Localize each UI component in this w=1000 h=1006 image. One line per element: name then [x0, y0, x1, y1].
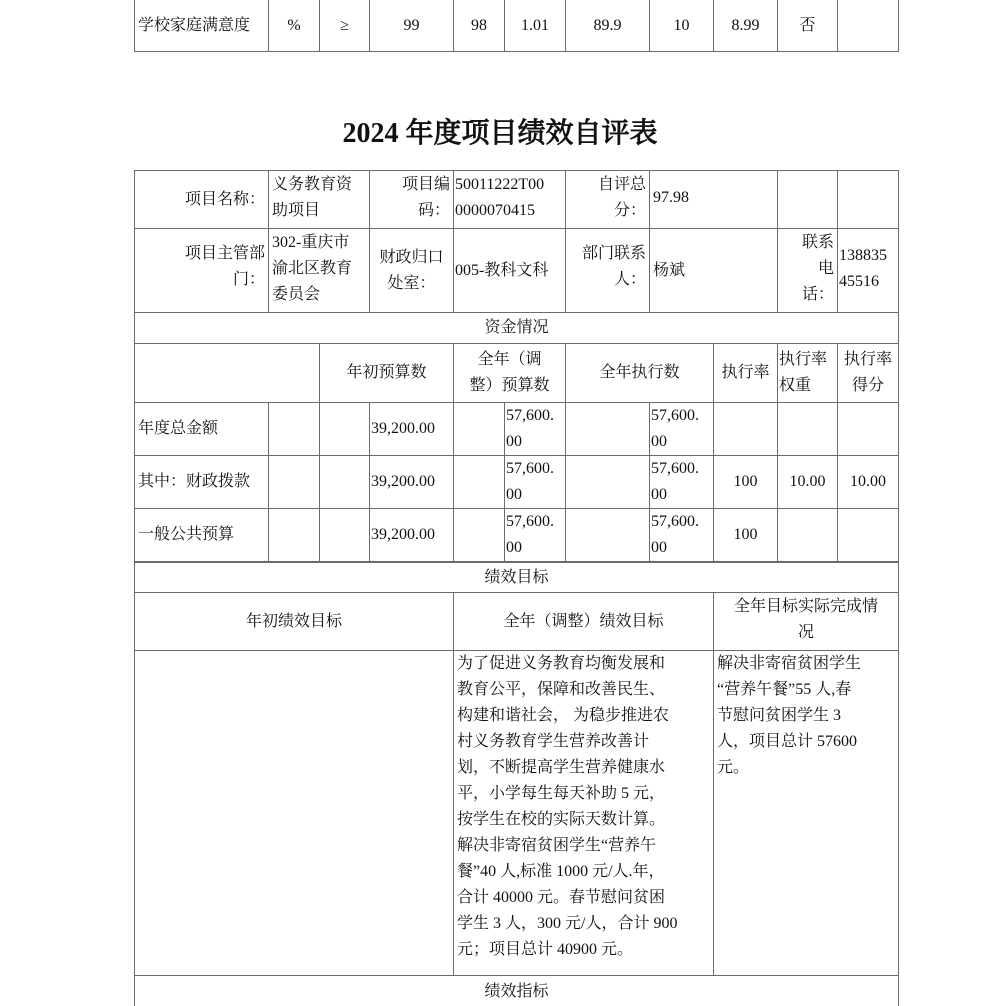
fund-cell-initial: 39,200.00: [369, 508, 454, 562]
fund-cell-rate: 100: [713, 508, 778, 562]
text-line: 财政归口: [379, 248, 444, 266]
text-line: 0000070415: [455, 202, 535, 219]
text-line: 项目主管部: [184, 245, 265, 262]
text-line: 57,600.: [651, 407, 699, 424]
text-line: 57,600.: [506, 513, 554, 530]
page-title: 2024 年度项目绩效自评表: [342, 118, 658, 149]
empty-cell: [777, 170, 838, 229]
fund-cell-score: 10.00: [837, 455, 899, 509]
text-line: 50011222T00: [455, 176, 545, 193]
text-line: 平，小学每生每天补助 5 元，: [457, 785, 666, 802]
fund-cell-initial: 39,200.00: [369, 402, 454, 456]
text-line: 学生 3 人，300 元/人，合计 900: [457, 915, 678, 932]
contact-label: [565, 228, 650, 313]
goals-section-title: 绩效目标: [134, 562, 899, 593]
empty-cell: [134, 343, 320, 403]
indicators-section-title: 绩效指标: [134, 975, 899, 1006]
empty-cell: [837, 170, 899, 229]
prev-row-unit: %: [268, 0, 320, 52]
contact-value: 杨斌: [649, 228, 778, 313]
text-line: 联系: [801, 234, 834, 251]
text-line: 57,600.: [651, 513, 699, 530]
empty-cell: [319, 402, 370, 456]
header-actual-goal: [713, 592, 899, 651]
empty-cell: [565, 508, 650, 562]
text-line: 自评总: [597, 176, 646, 193]
text-line: 整）预算数: [469, 377, 550, 394]
prev-row-value: 1.01: [504, 0, 566, 52]
text-line: 处室：: [387, 274, 436, 292]
prev-row-value: 98: [453, 0, 505, 52]
fund-cell-label: 其中：财政拨款: [134, 455, 269, 509]
empty-cell: [453, 402, 505, 456]
text-line: 00: [651, 486, 667, 503]
header-initial-budget: 年初预算数: [319, 343, 454, 403]
text-line: 解决非寄宿贫困学生: [717, 655, 862, 672]
fund-cell-executed: [649, 455, 714, 509]
text-line: 得分: [851, 377, 884, 394]
project-name-value: [268, 170, 370, 229]
text-line: 助项目: [272, 202, 321, 219]
empty-cell: [453, 508, 505, 562]
finance-value: 005-教科文科: [453, 228, 566, 313]
text-line: 138835: [839, 247, 887, 264]
empty-cell: [565, 455, 650, 509]
project-code-label: [369, 170, 454, 229]
project-code-value: [453, 170, 566, 229]
text-line: 全年（调: [477, 351, 542, 368]
fund-cell-executed: [649, 402, 714, 456]
text-line: 执行率: [779, 351, 828, 368]
text-line: 节慰问贫困学生 3: [717, 707, 842, 724]
fund-cell-label: 年度总金额: [134, 402, 269, 456]
fund-cell-adjusted: [504, 508, 566, 562]
empty-cell: [319, 508, 370, 562]
text-line: 况: [797, 624, 814, 641]
funds-section-title: 资金情况: [134, 312, 899, 344]
adjusted-goal-text: [453, 650, 714, 976]
prev-row-label: 学校家庭满意度: [134, 0, 269, 52]
text-line: 划，不断提高学生营养健康水: [457, 759, 666, 776]
text-line: 分：: [613, 202, 646, 219]
fund-cell-weight: [777, 508, 838, 562]
text-line: 00: [506, 486, 522, 503]
fund-cell-rate: 100: [713, 455, 778, 509]
text-line: 45516: [839, 273, 879, 290]
fund-cell-label: 一般公共预算: [134, 508, 269, 562]
header-initial-goal: 年初绩效目标: [134, 592, 454, 651]
text-line: 部门联系: [581, 245, 646, 262]
actual-goal-text: [713, 650, 899, 976]
score-value: 97.98: [649, 170, 778, 229]
text-line: 302-重庆市: [272, 234, 350, 251]
fund-cell-adjusted: [504, 402, 566, 456]
text-line: 57,600.: [506, 460, 554, 477]
text-line: “营养午餐”55 人,春: [717, 681, 852, 698]
finance-label: [369, 228, 454, 313]
header-score: [837, 343, 899, 403]
text-line: 00: [506, 539, 522, 556]
text-line: 门：: [232, 271, 265, 288]
text-line: 渝北区教育: [272, 260, 353, 277]
phone-label: [777, 228, 838, 313]
header-adjusted-budget: [453, 343, 566, 403]
header-weight: [777, 343, 838, 403]
text-line: 为了促进义务教育均衡发展和: [457, 655, 666, 672]
text-line: 00: [506, 433, 522, 450]
text-line: 人，项目总计 57600: [717, 733, 858, 750]
empty-cell: [319, 455, 370, 509]
text-line: 构建和谐社会， 为稳步推进农: [457, 707, 670, 724]
fund-cell-score: [837, 402, 899, 456]
text-line: 00: [651, 433, 667, 450]
header-adjusted-goal: 全年（调整）绩效目标: [453, 592, 714, 651]
dept-label: [134, 228, 269, 313]
fund-cell-weight: 10.00: [777, 455, 838, 509]
initial-goal-text: [134, 650, 454, 976]
prev-row-value: 8.99: [713, 0, 778, 52]
empty-cell: [268, 455, 320, 509]
header-executed: 全年执行数: [565, 343, 714, 403]
text-line: 00: [651, 539, 667, 556]
text-line: 码：: [417, 202, 450, 219]
text-line: 义务教育资: [272, 176, 353, 193]
header-rate: 执行率: [713, 343, 778, 403]
text-line: 人：: [613, 271, 646, 288]
text-line: 电: [817, 260, 834, 277]
project-name-label: 项目名称：: [134, 170, 269, 229]
dept-value: [268, 228, 370, 313]
text-line: 权重: [779, 377, 812, 394]
fund-cell-executed: [649, 508, 714, 562]
empty-cell: [268, 508, 320, 562]
score-label: [565, 170, 650, 229]
text-line: 元；项目总计 40900 元。: [457, 941, 634, 958]
fund-cell-adjusted: [504, 455, 566, 509]
fund-cell-rate: [713, 402, 778, 456]
text-line: 合计 40000 元。春节慰问贫困: [457, 889, 666, 906]
text-line: 57,600.: [651, 460, 699, 477]
text-line: 执行率: [843, 351, 892, 368]
text-line: 解决非寄宿贫困学生“营养午: [457, 837, 657, 854]
fund-cell-score: [837, 508, 899, 562]
prev-row-value: 10: [649, 0, 714, 52]
empty-cell: [565, 402, 650, 456]
text-line: 全年目标实际完成情: [733, 598, 878, 615]
text-line: 教育公平，保障和改善民生、: [457, 681, 666, 698]
phone-value: [837, 228, 899, 313]
empty-cell: [268, 402, 320, 456]
text-line: 餐”40 人,标准 1000 元/人.年，: [457, 863, 665, 880]
prev-row-value: 99: [369, 0, 454, 52]
text-line: 委员会: [272, 286, 321, 303]
prev-row-value: 89.9: [565, 0, 650, 52]
fund-cell-weight: [777, 402, 838, 456]
empty-cell: [453, 455, 505, 509]
text-line: 元。: [717, 759, 750, 776]
fund-cell-initial: 39,200.00: [369, 455, 454, 509]
text-line: 话：: [801, 286, 834, 303]
prev-row-operator: ≥: [319, 0, 370, 52]
text-line: 按学生在校的实际天数计算。: [457, 811, 666, 828]
prev-row-empty: [837, 0, 899, 52]
text-line: 项目编: [401, 176, 450, 193]
text-line: 村义务教育学生营养改善计: [457, 733, 650, 750]
prev-row-value: 否: [777, 0, 838, 52]
text-line: 57,600.: [506, 407, 554, 424]
